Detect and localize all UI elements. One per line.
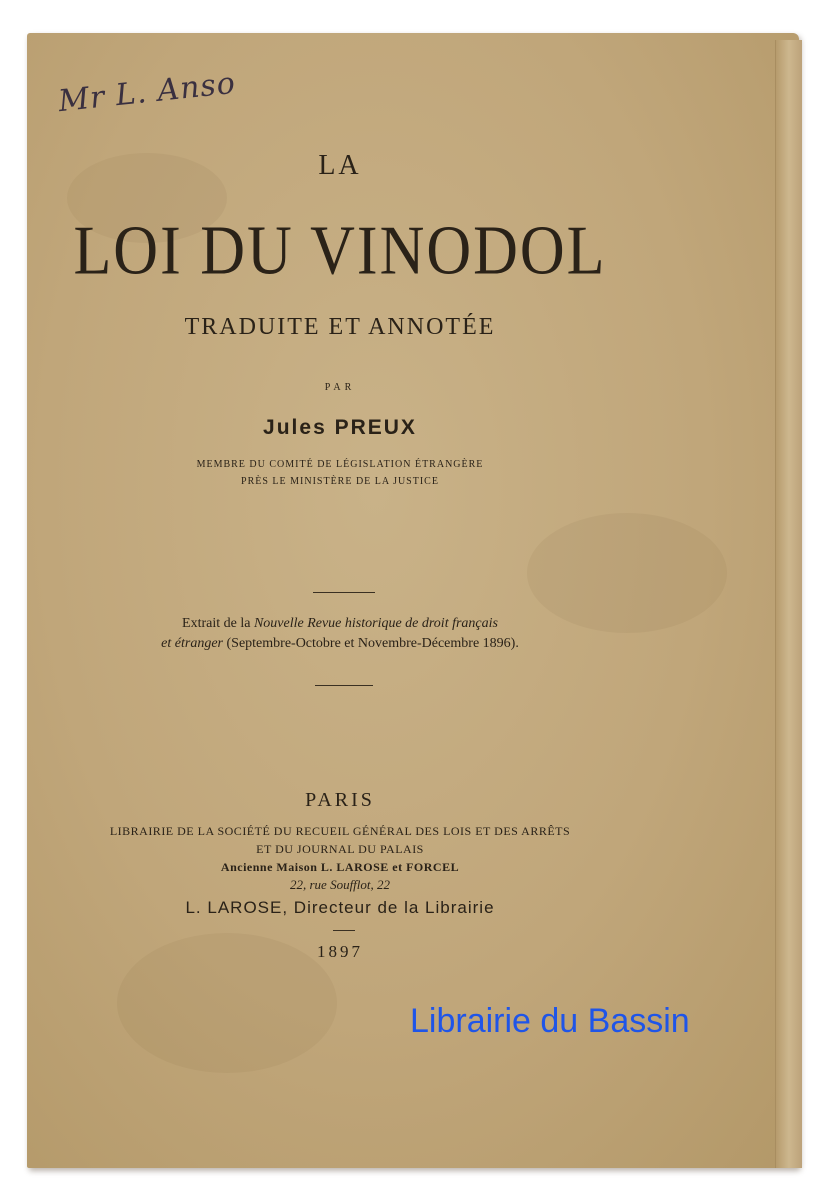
- extract-dates: (Septembre-Octobre et Novembre-Décembre 1896).: [226, 636, 519, 651]
- publisher-address: 22, rue Soufflot, 22: [289, 877, 391, 892]
- affiliation-line-2: PRÈS LE MINISTÈRE DE LA JUSTICE: [241, 476, 439, 487]
- publisher-line-1: LIBRAIRIE DE LA SOCIÉTÉ DU RECUEIL GÉNÉRAL DES LOIS ET DES ARRÊTS: [109, 824, 571, 838]
- divider-rule: [315, 685, 373, 686]
- publisher-maison: Ancienne Maison L. LAROSE et FORCEL: [220, 860, 460, 874]
- extract-prefix: Extrait de la: [182, 616, 251, 631]
- par-label: PAR: [324, 382, 356, 393]
- publisher-name: [0, 822, 680, 858]
- book-title: LOI DU VINODOL: [73, 213, 607, 290]
- book-cover: [27, 33, 799, 1168]
- publication-year: 1897: [317, 942, 363, 961]
- journal-name-cont: et étranger: [161, 636, 223, 651]
- title-article: LA: [318, 150, 362, 181]
- seller-watermark: Librairie du Bassin: [410, 1002, 690, 1040]
- book-subtitle: TRADUITE ET ANNOTÉE: [184, 314, 496, 340]
- page-edges: [775, 40, 802, 1168]
- affiliation-line-1: MEMBRE DU COMITÉ DE LÉGISLATION ÉTRANGÈRE: [196, 459, 484, 470]
- extract-note: [0, 614, 680, 654]
- divider-rule: [313, 592, 375, 593]
- divider-rule: [333, 930, 355, 931]
- journal-name: Nouvelle Revue historique de droit français: [253, 616, 498, 631]
- handwritten-note: Mr L. Anso: [56, 65, 238, 120]
- publisher-line-2: ET DU JOURNAL DU PALAIS: [256, 842, 424, 856]
- author-affiliation: [0, 456, 680, 490]
- publisher-city: PARIS: [305, 789, 375, 811]
- publisher-director: L. LAROSE, Directeur de la Librairie: [185, 898, 495, 917]
- author-name: Jules PREUX: [263, 416, 417, 439]
